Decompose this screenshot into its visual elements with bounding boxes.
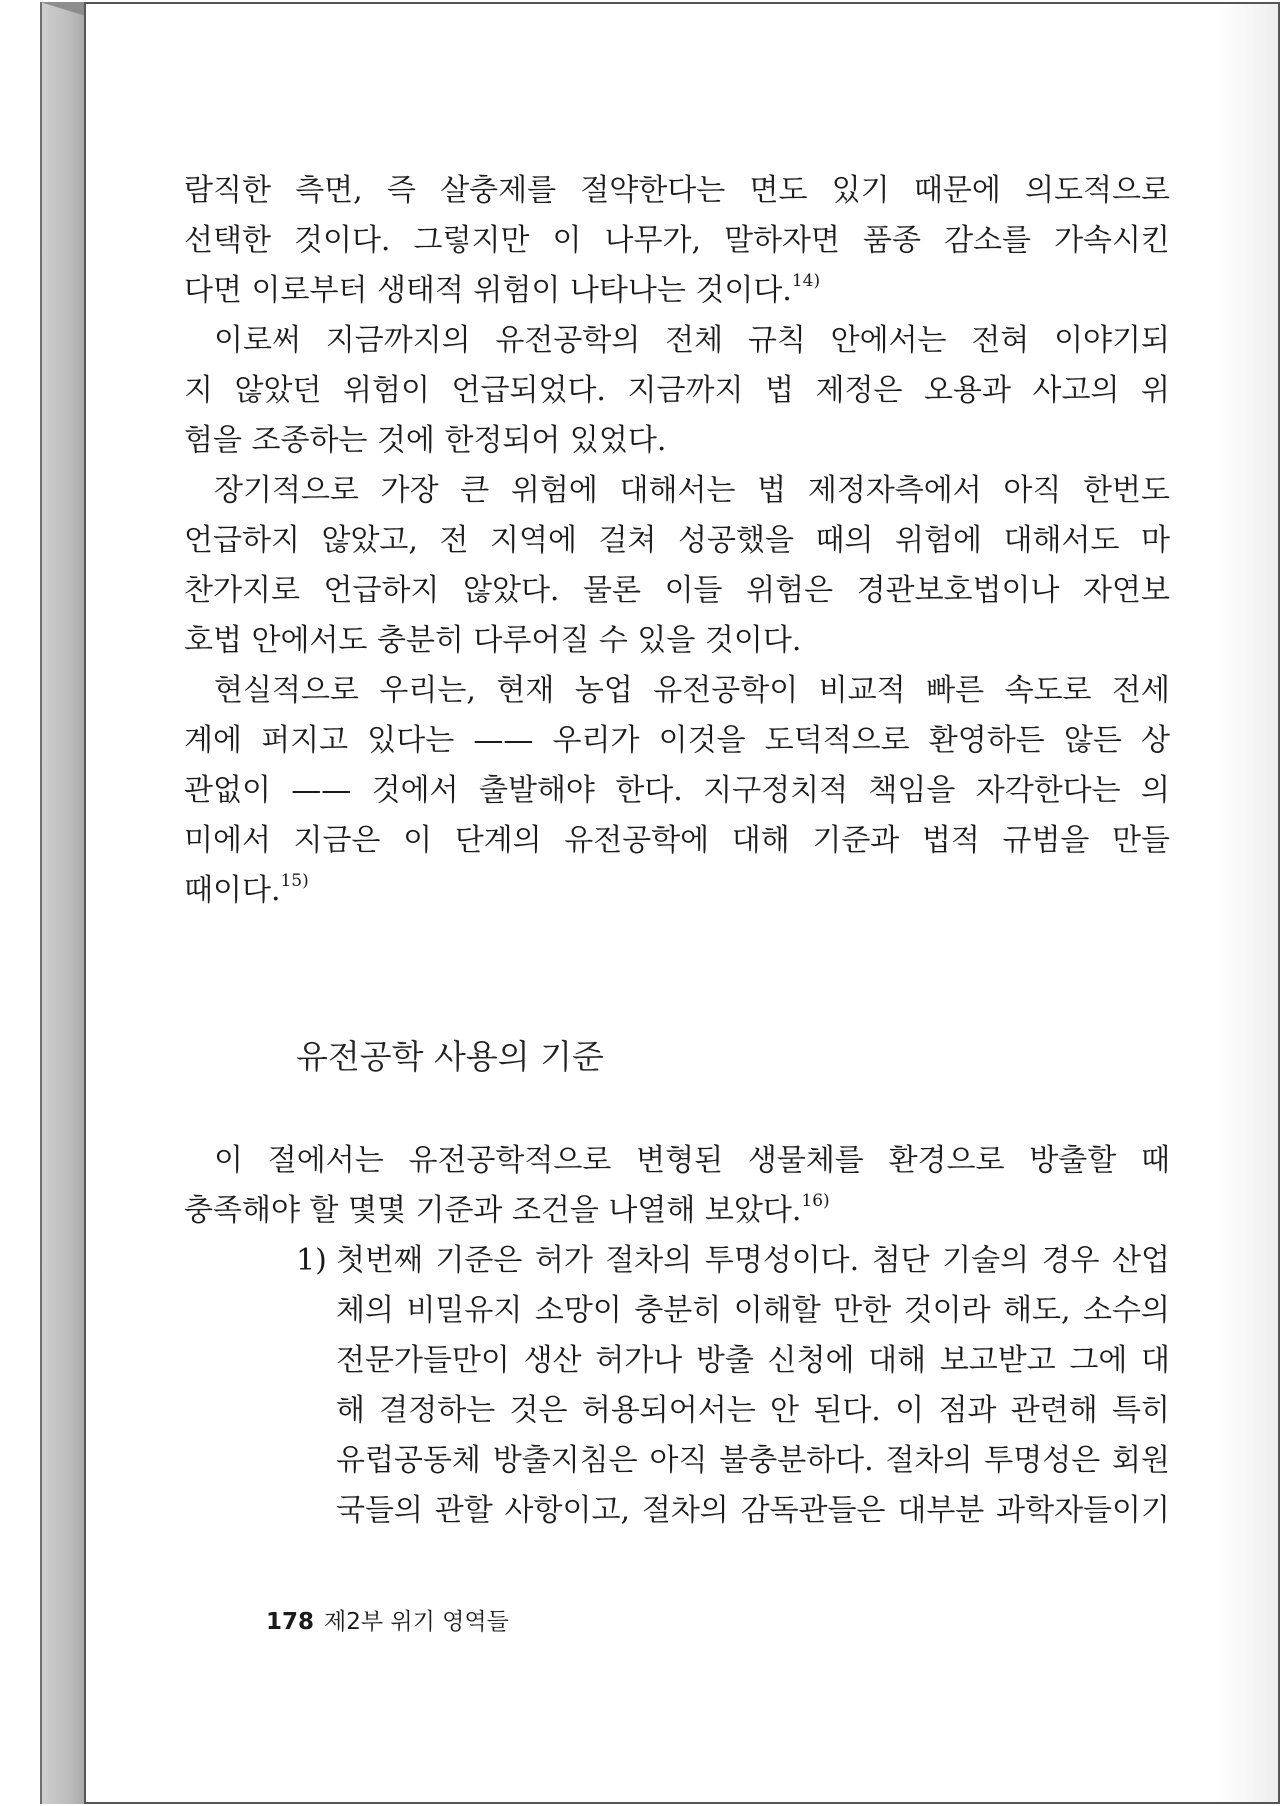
body-line: 호법 안에서도 충분히 다루어질 수 있을 것이다. — [184, 623, 802, 658]
page-edge-shadow — [1218, 4, 1278, 1802]
intro-line — [184, 1186, 1170, 1236]
body-line: 계에 퍼지고 있다는 —— 우리가 이것을 도덕적으로 환영하든 않든 상 — [184, 723, 1170, 758]
body-line: 지 않았던 위험이 언급되었다. 지금까지 법 제정은 오용과 사고의 위 — [184, 373, 1170, 408]
intro-line-text: 충족해야 할 몇몇 기준과 조건을 나열해 보았다. — [184, 1193, 802, 1228]
body-line: 장기적으로 가장 큰 위험에 대해서는 법 제정자측에서 아직 한번도 — [214, 473, 1170, 508]
intro-line: 이 절에서는 유전공학적으로 변형된 생물체를 환경으로 방출할 때 — [214, 1143, 1170, 1178]
section-heading: 유전공학 사용의 기준 — [296, 1037, 604, 1076]
list-line: 전문가들만이 생산 허가나 방출 신청에 대해 보고받고 그에 대 — [336, 1343, 1170, 1378]
book-spine-top — [40, 2, 86, 16]
list-number: 1) — [296, 1243, 327, 1278]
footnote-marker: 14) — [791, 271, 821, 291]
body-line: 험을 조종하는 것에 한정되어 있었다. — [184, 423, 667, 458]
body-line: 관없이 —— 것에서 출발해야 한다. 지구정치적 책임을 자각한다는 의 — [184, 773, 1170, 808]
list-line: 체의 비밀유지 소망이 충분히 이해할 만한 것이라 해도, 소수의 — [336, 1293, 1170, 1328]
page-footer — [266, 1604, 509, 1640]
page-number: 178 — [266, 1609, 315, 1635]
body-line: 선택한 것이다. 그렇지만 이 나무가, 말하자면 품종 감소를 가속시킨 — [184, 223, 1170, 258]
footnote-marker: 15) — [280, 871, 309, 891]
body-line: 언급하지 않았고, 전 지역에 걸쳐 성공했을 때의 위험에 대해서도 마 — [184, 523, 1170, 558]
footnote-marker: 16) — [801, 1191, 830, 1211]
body-line: 찬가지로 언급하지 않았다. 물론 이들 위험은 경관보호법이나 자연보 — [184, 573, 1170, 608]
criteria-list-item — [184, 1236, 1170, 1536]
list-line: 해 결정하는 것은 허용되어서는 안 된다. 이 점과 관련해 특히 — [336, 1393, 1170, 1428]
body-text — [184, 166, 1170, 916]
body-line — [184, 866, 1170, 916]
body-line-text: 때이다. — [184, 873, 281, 908]
list-line: 유럽공동체 방출지침은 아직 불충분하다. 절차의 투명성은 회원 — [336, 1443, 1170, 1478]
body-line: 미에서 지금은 이 단계의 유전공학에 대해 기준과 법적 규범을 만들 — [184, 823, 1170, 858]
list-line: 첫번째 기준은 허가 절차의 투명성이다. 첨단 기술의 경우 산업 — [336, 1243, 1170, 1278]
running-title: 제2부 위기 영역들 — [324, 1609, 509, 1635]
body-line-text: 다면 이로부터 생태적 위험이 나타나는 것이다. — [184, 273, 792, 308]
book-spine-edge — [40, 2, 86, 1804]
body-line: 이로써 지금까지의 유전공학의 전체 규칙 안에서는 전혀 이야기되 — [214, 323, 1170, 358]
body-line — [184, 266, 1170, 316]
list-line: 국들의 관할 사항이고, 절차의 감독관들은 대부분 과학자들이기 — [336, 1493, 1170, 1528]
body-line: 현실적으로 우리는, 현재 농업 유전공학이 비교적 빠른 속도로 전세 — [214, 673, 1170, 708]
section-body — [184, 1136, 1170, 1536]
body-line: 람직한 측면, 즉 살충제를 절약한다는 면도 있기 때문에 의도적으로 — [184, 173, 1170, 208]
